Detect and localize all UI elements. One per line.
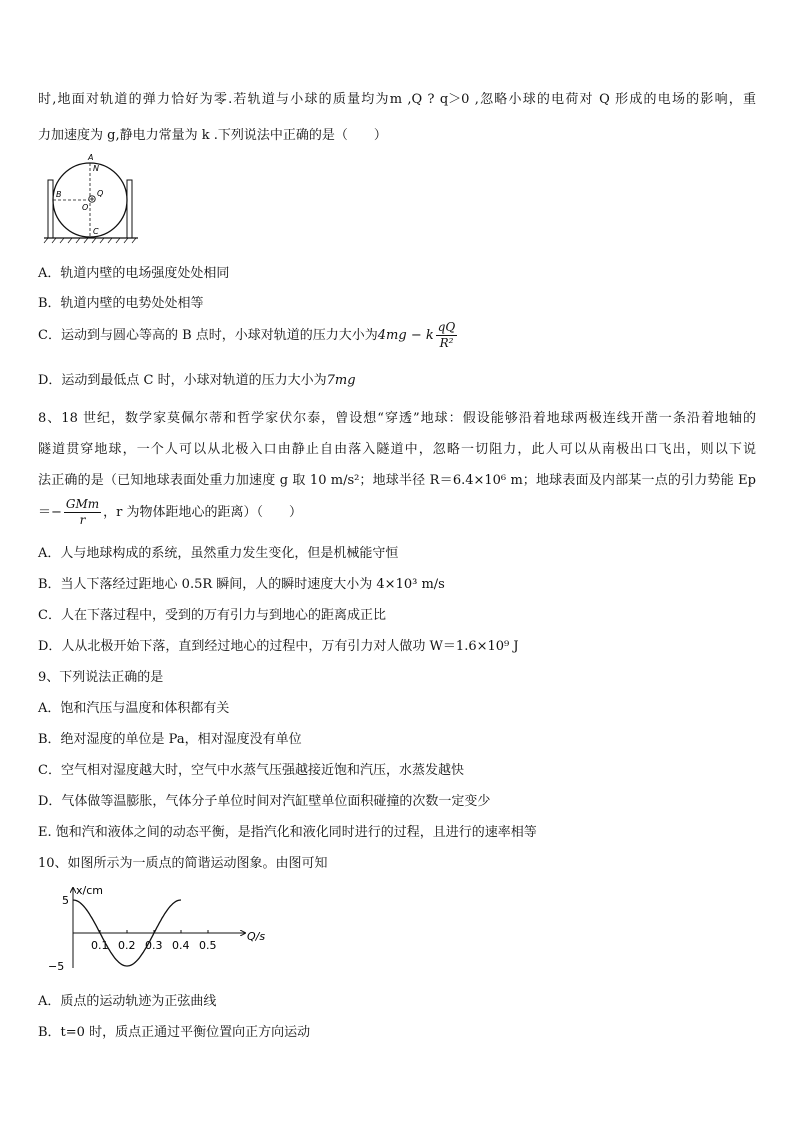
q7-option-d-expr: 7mg	[326, 373, 356, 388]
label-A: A	[88, 153, 94, 162]
q7-option-c	[38, 320, 459, 351]
q8-option-d: D．人从北极开始下落，直到经过地心的过程中，万有引力对人做功 W＝1.6×10⁹ J	[38, 639, 519, 654]
label-B: B	[56, 190, 62, 199]
q7-stem-line2: 力加速度为 g,静电力常量为 k .下列说法中正确的是（ ）	[38, 128, 387, 143]
q10-title: 10、如图所示为一质点的简谐运动图象。由图可知	[38, 856, 328, 871]
q8-line4-suffix: ，r 为物体距地心的距离）（ ）	[103, 505, 303, 520]
q10-shm-graph	[40, 878, 280, 978]
q7-option-c-numerator: qQ	[437, 320, 456, 334]
q8-potential-denominator: r	[79, 513, 86, 527]
x-tick-label: 0.3	[145, 939, 163, 952]
q7-circular-track-figure	[40, 150, 140, 245]
q8-option-c: C．人在下落过程中，受到的万有引力与到地心的距离成正比	[38, 608, 386, 623]
q8-option-a: A．人与地球构成的系统，虽然重力发生变化，但是机械能守恒	[38, 546, 399, 561]
label-Q: Q	[97, 189, 104, 198]
q8-potential-fraction	[64, 497, 101, 528]
q7-option-c-text: C．运动到与圆心等高的 B 点时，小球对轨道的压力大小为	[38, 328, 378, 343]
q8-line4-prefix: ＝−	[38, 505, 62, 520]
label-C: C	[93, 227, 99, 236]
x-axis-label: Q/s	[247, 930, 266, 943]
q7-option-c-fraction	[436, 320, 458, 351]
q9-option-c: C．空气相对湿度越大时，空气中水蒸气压强越接近饱和汽压，水蒸发越快	[38, 763, 464, 778]
x-tick-label: 0.5	[199, 939, 217, 952]
x-tick-label: 0.4	[172, 939, 190, 952]
label-N: N	[93, 164, 99, 173]
q7-option-b: B．轨道内壁的电势处处相等	[38, 296, 204, 311]
q9-option-a: A．饱和汽压与温度和体积都有关	[38, 701, 230, 716]
q8-stem-line3: 法正确的是（已知地球表面处重力加速度 g 取 10 m/s²；地球半径 R＝6.4×10⁶ m；地球表面及内部某一点的引力势能 Ep	[38, 473, 756, 488]
q8-potential-numerator: GMm	[65, 497, 100, 511]
q7-option-d-text: D．运动到最低点 C 时，小球对轨道的压力大小为	[38, 373, 327, 388]
q7-option-c-expr: 4mg − k	[377, 328, 434, 343]
q8-option-b: B．当人下落经过距地心 0.5R 瞬间，人的瞬时速度大小为 4×10³ m/s	[38, 577, 445, 592]
y-tick-label: −5	[48, 960, 65, 973]
q7-option-d	[38, 369, 356, 388]
label-O: O	[82, 203, 89, 212]
y-axis-label: x/cm	[76, 884, 103, 897]
y-tick-label: 5	[62, 894, 69, 907]
left-wall	[48, 180, 53, 238]
ground-hatch	[44, 238, 136, 243]
q9-option-b: B．绝对湿度的单位是 Pa，相对湿度没有单位	[38, 732, 302, 747]
q7-stem-line1: 时,地面对轨道的弹力恰好为零.若轨道与小球的质量均为m ,Q ? q＞0 ,忽略小球的电荷对 Q 形成的电场的影响，重	[38, 92, 756, 107]
q8-stem-line1: 8、18 世纪，数学家莫佩尔蒂和哲学家伏尔泰，曾设想“穿透”地球：假设能够沿着地球两极连线开凿一条沿着地轴的	[38, 411, 756, 426]
q8-stem-line4	[38, 497, 302, 528]
q10-option-a: A．质点的运动轨迹为正弦曲线	[38, 994, 217, 1009]
q7-option-c-denominator: R²	[439, 336, 454, 350]
q7-option-a: A．轨道内壁的电场强度处处相同	[38, 266, 230, 281]
q9-option-e: E. 饱和汽和液体之间的动态平衡，是指汽化和液化同时进行的过程，且进行的速率相等	[38, 825, 537, 840]
q9-title: 9、下列说法正确的是	[38, 670, 164, 685]
x-tick-label: 0.1	[91, 939, 109, 952]
right-wall	[127, 180, 132, 238]
q10-option-b: B．t=0 时，质点正通过平衡位置向正方向运动	[38, 1025, 311, 1040]
x-tick-label: 0.2	[118, 939, 136, 952]
q9-option-d: D．气体做等温膨胀，气体分子单位时间对汽缸壁单位面积碰撞的次数一定变少	[38, 794, 491, 809]
q8-stem-line2: 隧道贯穿地球，一个人可以从北极入口由静止自由落入隧道中，忽略一切阻力，此人可以从南极出口飞出，则以下说	[38, 442, 756, 457]
